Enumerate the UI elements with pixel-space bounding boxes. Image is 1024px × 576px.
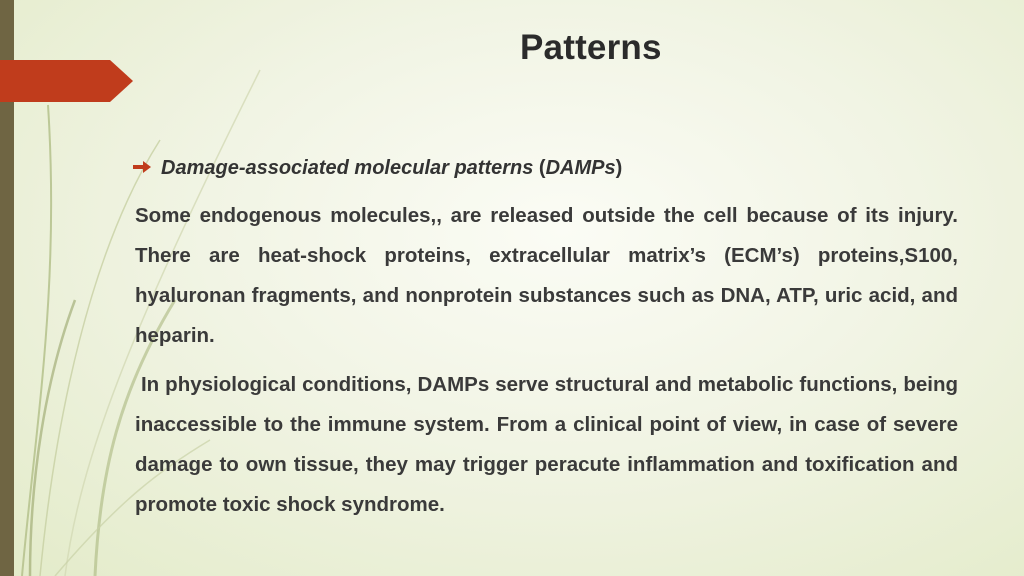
bullet-acronym: DAMPs xyxy=(545,157,616,179)
arrow-right-icon xyxy=(133,161,151,173)
paragraph-endogenous-molecules: Some endogenous molecules,, are released outside the cell because of its injury. There are heat-shock proteins, extracellular matrix’s (ECM’s) proteins,S100, hyaluronan fragments, and nonprotein substances such as DNA, ATP, uric acid, and heparin. xyxy=(135,204,958,347)
slide-title: Patterns xyxy=(520,28,662,67)
bullet-italic-text: Damage-associated molecular patterns xyxy=(161,157,534,179)
bullet-heading xyxy=(133,154,963,182)
bullet-open-paren: ( xyxy=(533,157,546,179)
title-accent-bar xyxy=(0,60,133,102)
bullet-close-paren: ) xyxy=(615,157,623,179)
paragraph-physiological-conditions: In physiological conditions, DAMPs serve structural and metabolic functions, being inaccessible to the immune system. From a clinical point of view, in case of severe damage to own tissue, they may trigger peracute inflammation and toxification and promote toxic shock syndrome. xyxy=(135,373,958,516)
